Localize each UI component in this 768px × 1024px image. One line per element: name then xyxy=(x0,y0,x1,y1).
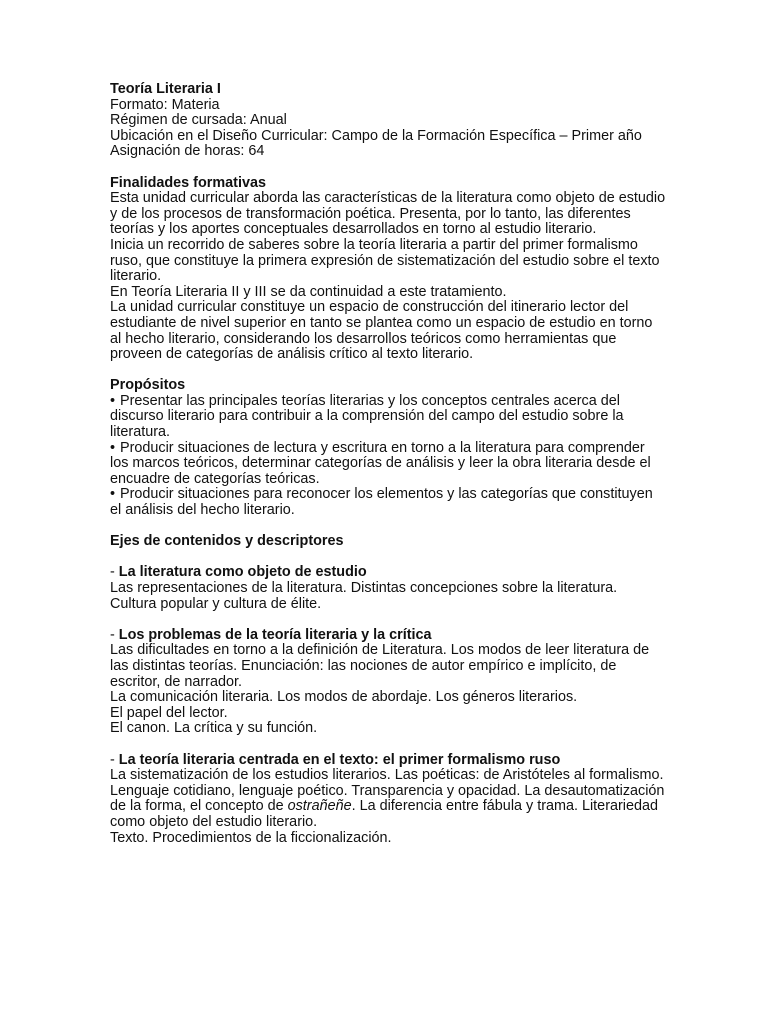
paragraph-line: La unidad curricular constituye un espacio de construcción del itinerario lector del xyxy=(110,299,629,316)
bullet-text: Presentar las principales teorías literarias y los conceptos centrales acerca del xyxy=(120,392,620,409)
paragraph-line: estudiante de nivel superior en tanto se plantea como un espacio de estudio en torno xyxy=(110,314,653,331)
paragraph-line: como objeto del estudio literario. xyxy=(110,813,318,830)
paragraph-line: ruso, que constituye la primera expresión de sistematización del estudio sobre el texto xyxy=(110,252,660,269)
propositos-heading: Propósitos xyxy=(110,377,186,394)
paragraph-line: Lenguaje cotidiano, lenguaje poético. Transparencia y opacidad. La desautomatización xyxy=(110,782,665,799)
meta-hours: Asignación de horas: 64 xyxy=(110,143,265,160)
bullet-continuation: el análisis del hecho literario. xyxy=(110,502,295,519)
bullet-continuation: discurso literario para contribuir a la comprensión del campo del estudio sobre la xyxy=(110,408,624,425)
paragraph-line: y de los procesos de transformación poética. Presenta, por lo tanto, las diferentes xyxy=(110,205,631,222)
section-title xyxy=(110,628,670,644)
paragraph-line: teorías y los aportes conceptuales desarrollados en torno al estudio literario. xyxy=(110,221,597,238)
text-segment: de la forma, el concepto de xyxy=(110,798,288,815)
bullet-icon: • xyxy=(110,486,116,503)
section-title-text: La teoría literaria centrada en el texto: el primer formalismo ruso xyxy=(118,751,561,768)
bullet-continuation: literatura. xyxy=(110,424,170,441)
meta-location: Ubicación en el Diseño Curricular: Campo de la Formación Específica – Primer año xyxy=(110,127,642,144)
paragraph-line-italic xyxy=(110,799,670,815)
document-page xyxy=(110,82,670,846)
paragraph-line: Cultura popular y cultura de élite. xyxy=(110,595,322,612)
paragraph-line: literario. xyxy=(110,268,162,285)
section-title xyxy=(110,565,670,581)
bullet-item xyxy=(110,441,670,457)
spacer xyxy=(110,363,670,379)
bullet-item xyxy=(110,487,670,503)
spacer xyxy=(110,550,670,566)
text-segment: . La diferencia entre fábula y trama. Literariedad xyxy=(351,798,658,815)
paragraph-line: Inicia un recorrido de saberes sobre la teoría literaria a partir del primer formalismo xyxy=(110,236,638,253)
bullet-icon: • xyxy=(110,392,116,409)
meta-regime: Régimen de cursada: Anual xyxy=(110,112,287,129)
dash-marker: - xyxy=(110,626,119,643)
paragraph-line: Esta unidad curricular aborda las características de la literatura como objeto de estudio xyxy=(110,190,666,207)
section-title xyxy=(110,753,670,769)
paragraph-line: las distintas teorías. Enunciación: las nociones de autor empírico e implícito, de xyxy=(110,657,617,674)
finalidades-heading: Finalidades formativas xyxy=(110,174,266,191)
dash-marker: - xyxy=(110,564,119,581)
italic-term: ostrañeñe xyxy=(287,798,352,815)
bullet-continuation: los marcos teóricos, determinar categorías de análisis y leer la obra literaria desde el xyxy=(110,455,651,472)
meta-format: Formato: Materia xyxy=(110,96,220,113)
dash-marker: - xyxy=(110,751,119,768)
paragraph-line: La sistematización de los estudios literarios. Las poéticas: de Aristóteles al formalismo. xyxy=(110,767,664,784)
spacer xyxy=(110,737,670,753)
spacer xyxy=(110,160,670,176)
spacer xyxy=(110,612,670,628)
ejes-heading: Ejes de contenidos y descriptores xyxy=(110,533,344,550)
paragraph-line: El papel del lector. xyxy=(110,704,228,721)
paragraph-line: proveen de categorías de análisis crítico al texto literario. xyxy=(110,346,474,363)
bullet-continuation: encuadre de categorías teóricas. xyxy=(110,470,320,487)
section-title-text: La literatura como objeto de estudio xyxy=(118,564,367,581)
bullet-item xyxy=(110,394,670,410)
document-title: Teoría Literaria I xyxy=(110,81,221,97)
paragraph-line: En Teoría Literaria II y III se da continuidad a este tratamiento. xyxy=(110,283,507,300)
section-title-text: Los problemas de la teoría literaria y la crítica xyxy=(118,626,432,643)
paragraph-line: al hecho literario, considerando los desarrollos teóricos como herramientas que xyxy=(110,330,617,347)
paragraph-line: La comunicación literaria. Los modos de abordaje. Los géneros literarios. xyxy=(110,689,578,706)
paragraph-line: escritor, de narrador. xyxy=(110,673,242,690)
bullet-text: Producir situaciones para reconocer los elementos y las categorías que constituyen xyxy=(120,486,653,503)
paragraph-line: El canon. La crítica y su función. xyxy=(110,720,318,737)
paragraph-line: Las representaciones de la literatura. Distintas concepciones sobre la literatura. xyxy=(110,580,618,596)
bullet-icon: • xyxy=(110,439,116,456)
bullet-text: Producir situaciones de lectura y escritura en torno a la literatura para comprender xyxy=(120,439,645,456)
paragraph-line: Las dificultades en torno a la definición de Literatura. Los modos de leer literatura de xyxy=(110,642,650,659)
paragraph-line: Texto. Procedimientos de la ficcionalización. xyxy=(110,829,392,846)
spacer xyxy=(110,519,670,535)
